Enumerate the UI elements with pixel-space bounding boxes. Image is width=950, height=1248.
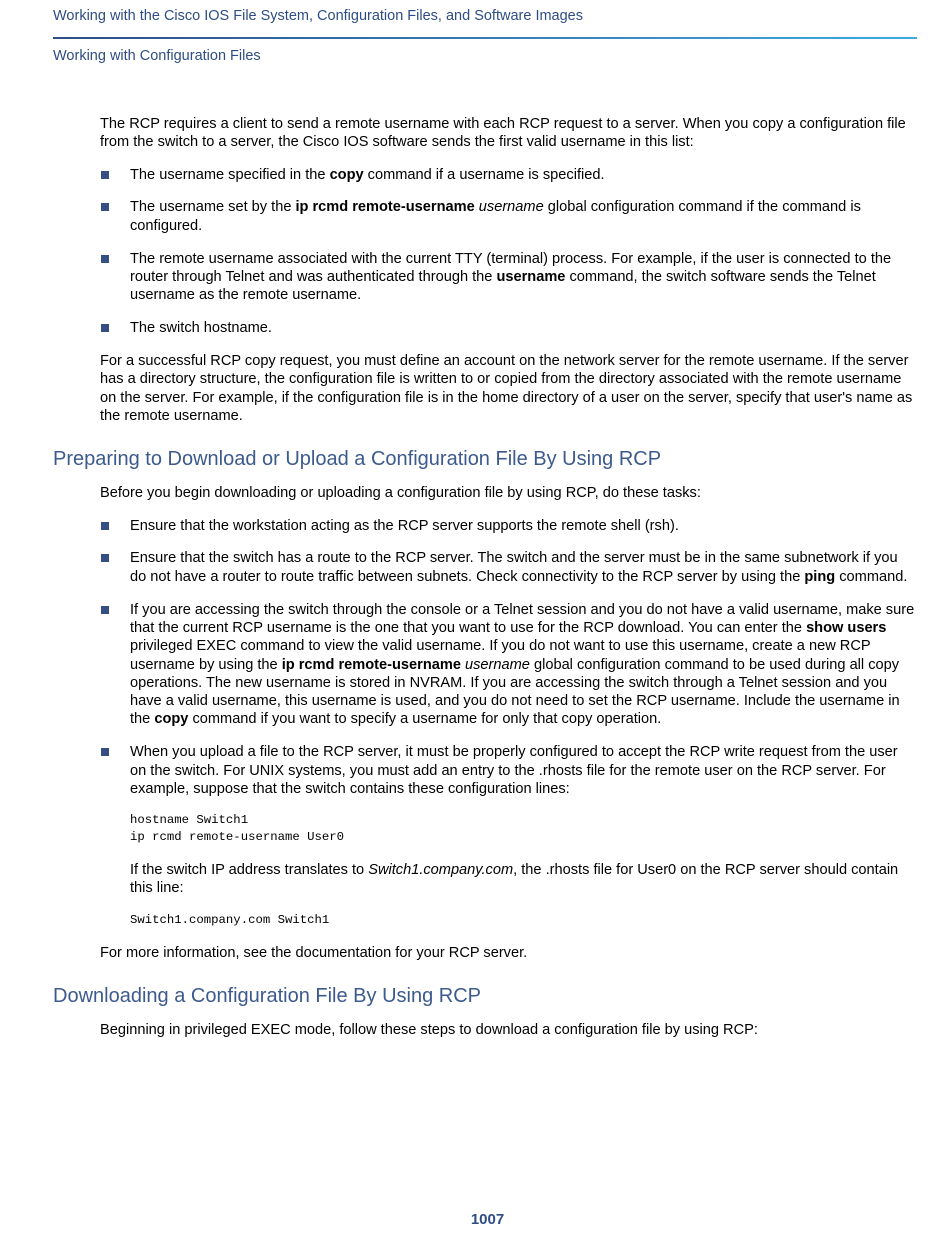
section-title-preparing: Preparing to Download or Upload a Configuration File By Using RCP xyxy=(53,448,662,471)
account-paragraph: For a successful RCP copy request, you must define an account on the network server for the remote username. If the server has a directory structure, the configuration file is written to or copied from the directory associated with the remote username on the server. For example, if the configuration file is in the home directory of a user on the server, specify that user's name as the remote username. xyxy=(100,353,913,424)
list-item xyxy=(100,743,915,928)
list-item: Ensure that the workstation acting as the RCP server supports the remote shell (rsh). xyxy=(100,517,915,535)
download-intro-paragraph: Beginning in privileged EXEC mode, follow these steps to download a configuration file by using RCP: xyxy=(100,1022,758,1039)
list-item: Ensure that the switch has a route to the RCP server. The switch and the server must be in the same subnetwork if you do not have a router to route traffic between subnets. Check connectivity to the RCP server by using the ping command. xyxy=(100,549,915,586)
page-number: 1007 xyxy=(470,1211,505,1228)
rhosts-paragraph: If the switch IP address translates to Switch1.company.com, the .rhosts file for User0 on the RCP server should contain this line: xyxy=(130,862,899,897)
task-list xyxy=(100,517,915,929)
list-item: If you are accessing the switch through the console or a Telnet session and you do not have a valid username, make sure that the current RCP username is the one that you want to use for the RCP download. You can enter the show users privileged EXEC command to view the valid username. If you do not want to use this username, create a new RCP username by using the ip rcmd remote-username username global configuration command to be used during all copy operations. The new username is stored in NVRAM. If you are accessing the switch through a Telnet session and you have a valid username, this username is used, and you do not need to set the RCP username. Include the username in the copy command if you want to specify a username for only that copy operation. xyxy=(100,601,915,729)
list-item: The switch hostname. xyxy=(100,319,915,337)
more-info-paragraph: For more information, see the documentation for your RCP server. xyxy=(100,944,528,961)
running-header-title: Working with the Cisco IOS File System, Configuration Files, and Software Images xyxy=(53,8,584,24)
prep-intro-paragraph: Before you begin downloading or uploading a configuration file by using RCP, do these tasks: xyxy=(100,485,701,502)
section-title-downloading: Downloading a Configuration File By Using RCP xyxy=(53,985,481,1008)
list-item: The remote username associated with the current TTY (terminal) process. For example, if the user is connected to the router through Telnet and was authenticated through the username command, the switch software sends the Telnet username as the remote username. xyxy=(100,250,915,305)
list-item: The username specified in the copy command if a username is specified. xyxy=(100,166,915,184)
list-item: The username set by the ip rcmd remote-username username global configuration command if the command is configured. xyxy=(100,198,915,235)
username-list xyxy=(100,166,915,338)
page-body xyxy=(53,115,915,1053)
running-header-subtitle: Working with Configuration Files xyxy=(53,48,261,64)
code-block-config: hostname Switch1 ip rcmd remote-username User0 xyxy=(130,813,345,845)
header-rule xyxy=(53,37,917,39)
code-block-rhosts: Switch1.company.com Switch1 xyxy=(130,912,330,927)
upload-text: When you upload a file to the RCP server, it must be properly configured to accept the RCP write request from the user on the switch. For UNIX systems, you must add an entry to the .rhosts file for the remote user on the RCP server. For example, suppose that the switch contains these configuration lines: xyxy=(130,744,898,797)
intro-paragraph: The RCP requires a client to send a remote username with each RCP request to a server. When you copy a configuration file from the switch to a server, the Cisco IOS software sends the first valid username in this list: xyxy=(100,116,906,151)
